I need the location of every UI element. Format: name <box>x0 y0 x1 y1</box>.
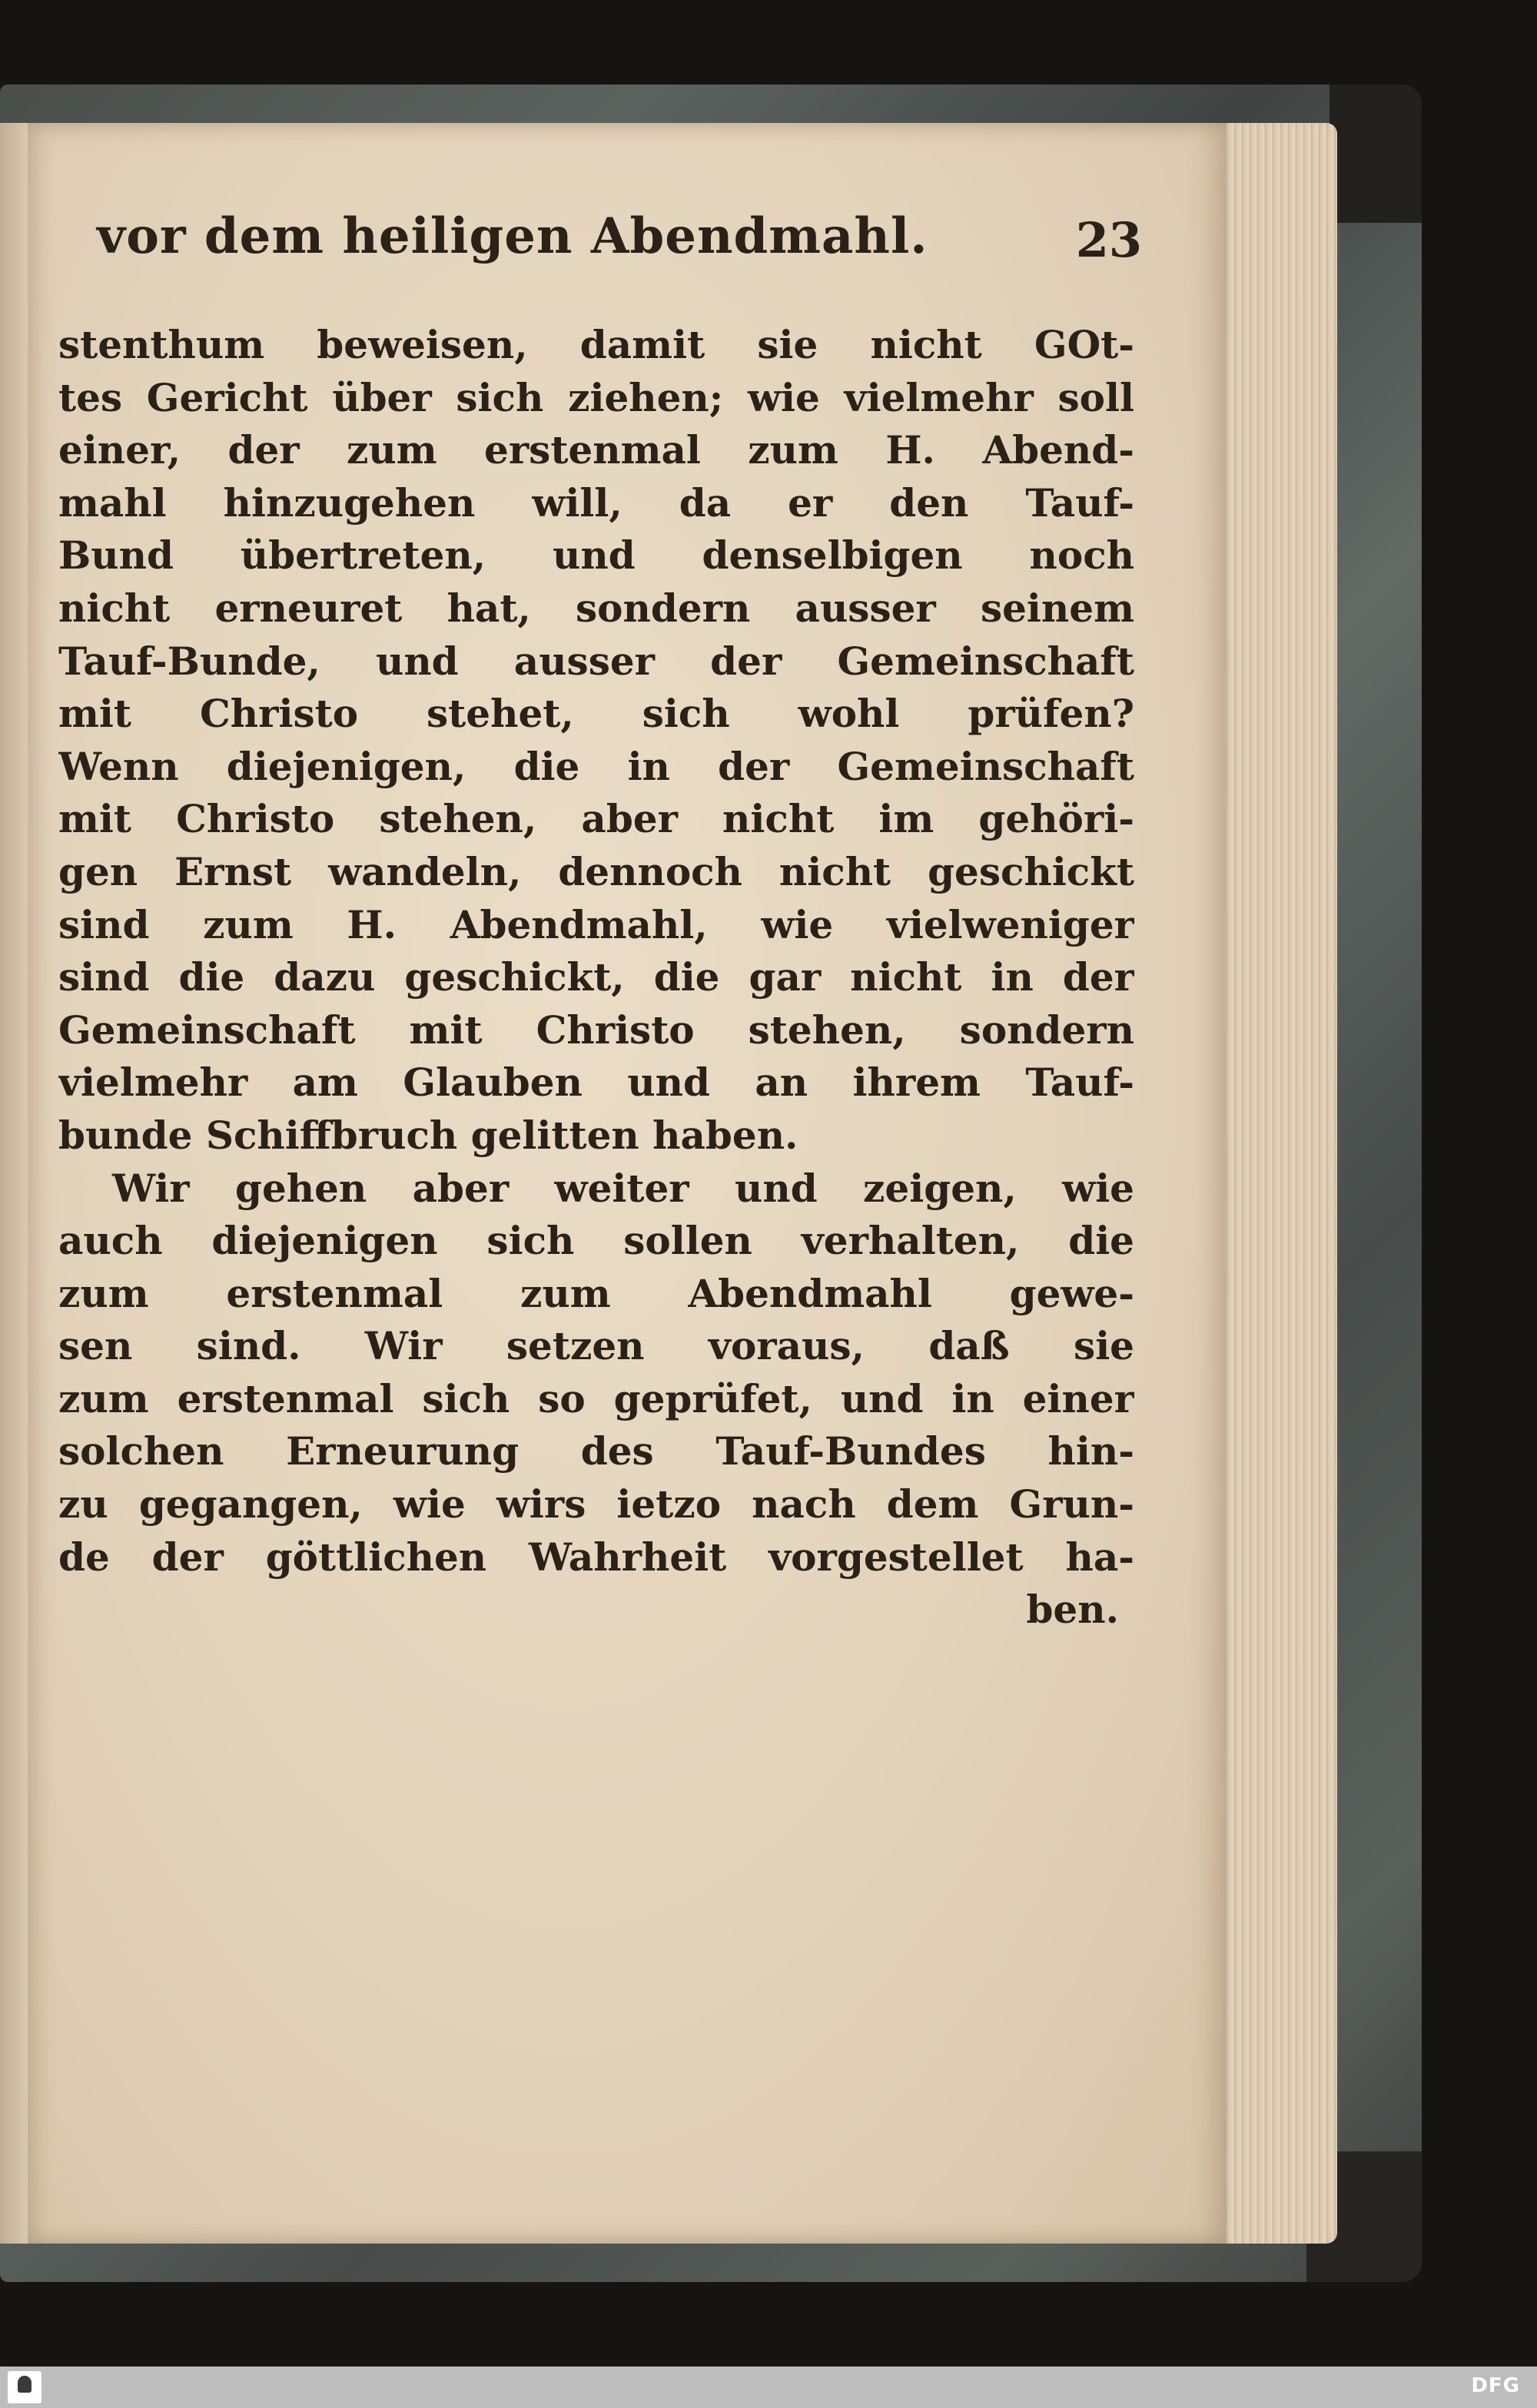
text-line: vielmehr am Glauben und an ihrem Tauf- <box>58 1060 1134 1106</box>
body-text <box>58 319 1134 1637</box>
previous-page-edge <box>0 123 28 2244</box>
text-line: zu gegangen, wie wirs ietzo nach dem Grun- <box>58 1481 1134 1527</box>
book-page <box>28 123 1227 2244</box>
text-line: de der göttlichen Wahrheit vorgestellet ha- <box>58 1534 1134 1580</box>
text-line: zum erstenmal zum Abendmahl gewe- <box>58 1270 1134 1316</box>
text-line: nicht erneuret hat, sondern ausser seinem <box>58 585 1134 631</box>
text-line: Bund übertreten, und denselbigen noch <box>58 532 1134 579</box>
dfg-logo: DFG <box>1471 2374 1520 2397</box>
text-line: Wenn diejenigen, die in der Gemeinschaft <box>58 743 1134 789</box>
text-line: einer, der zum erstenmal zum H. Abend- <box>58 427 1134 473</box>
text-line: Wir gehen aber weiter und zeigen, wie <box>112 1165 1134 1211</box>
viewer-footer <box>0 2367 1537 2408</box>
text-line: zum erstenmal sich so geprüfet, und in einer <box>58 1375 1134 1421</box>
running-head: vor dem heiligen Abendmahl. <box>97 207 928 265</box>
text-line: tes Gericht über sich ziehen; wie vielmehr soll <box>58 374 1134 420</box>
catchword: ben. <box>1026 1587 1119 1633</box>
text-line: Tauf-Bunde, und ausser der Gemeinschaft <box>58 638 1134 684</box>
text-line: mit Christo stehet, sich wohl prüfen? <box>58 691 1134 737</box>
cover-corner-top <box>1330 85 1422 223</box>
page-number: 23 <box>1075 212 1142 268</box>
text-line: mahl hinzugehen will, da er den Tauf- <box>58 479 1134 526</box>
text-line: Gemeinschaft mit Christo stehen, sondern <box>58 1007 1134 1053</box>
text-line: auch diejenigen sich sollen verhalten, die <box>58 1218 1134 1264</box>
page-fore-edge <box>1222 123 1337 2244</box>
text-line: mit Christo stehen, aber nicht im gehöri- <box>58 796 1134 842</box>
text-line: gen Ernst wandeln, dennoch nicht geschickt <box>58 848 1134 894</box>
text-line: bunde Schiffbruch gelitten haben. <box>58 1112 798 1158</box>
library-logo-icon <box>8 2371 41 2403</box>
library-mark-icon <box>18 2376 32 2393</box>
text-line: sen sind. Wir setzen voraus, daß sie <box>58 1323 1134 1369</box>
text-line: solchen Erneurung des Tauf-Bundes hin- <box>58 1428 1134 1474</box>
text-line: stenthum beweisen, damit sie nicht GOt- <box>58 322 1134 367</box>
text-line: sind die dazu geschickt, die gar nicht in der <box>58 954 1134 1000</box>
text-line: sind zum H. Abendmahl, wie vielweniger <box>58 901 1134 947</box>
page-header <box>81 192 1142 284</box>
